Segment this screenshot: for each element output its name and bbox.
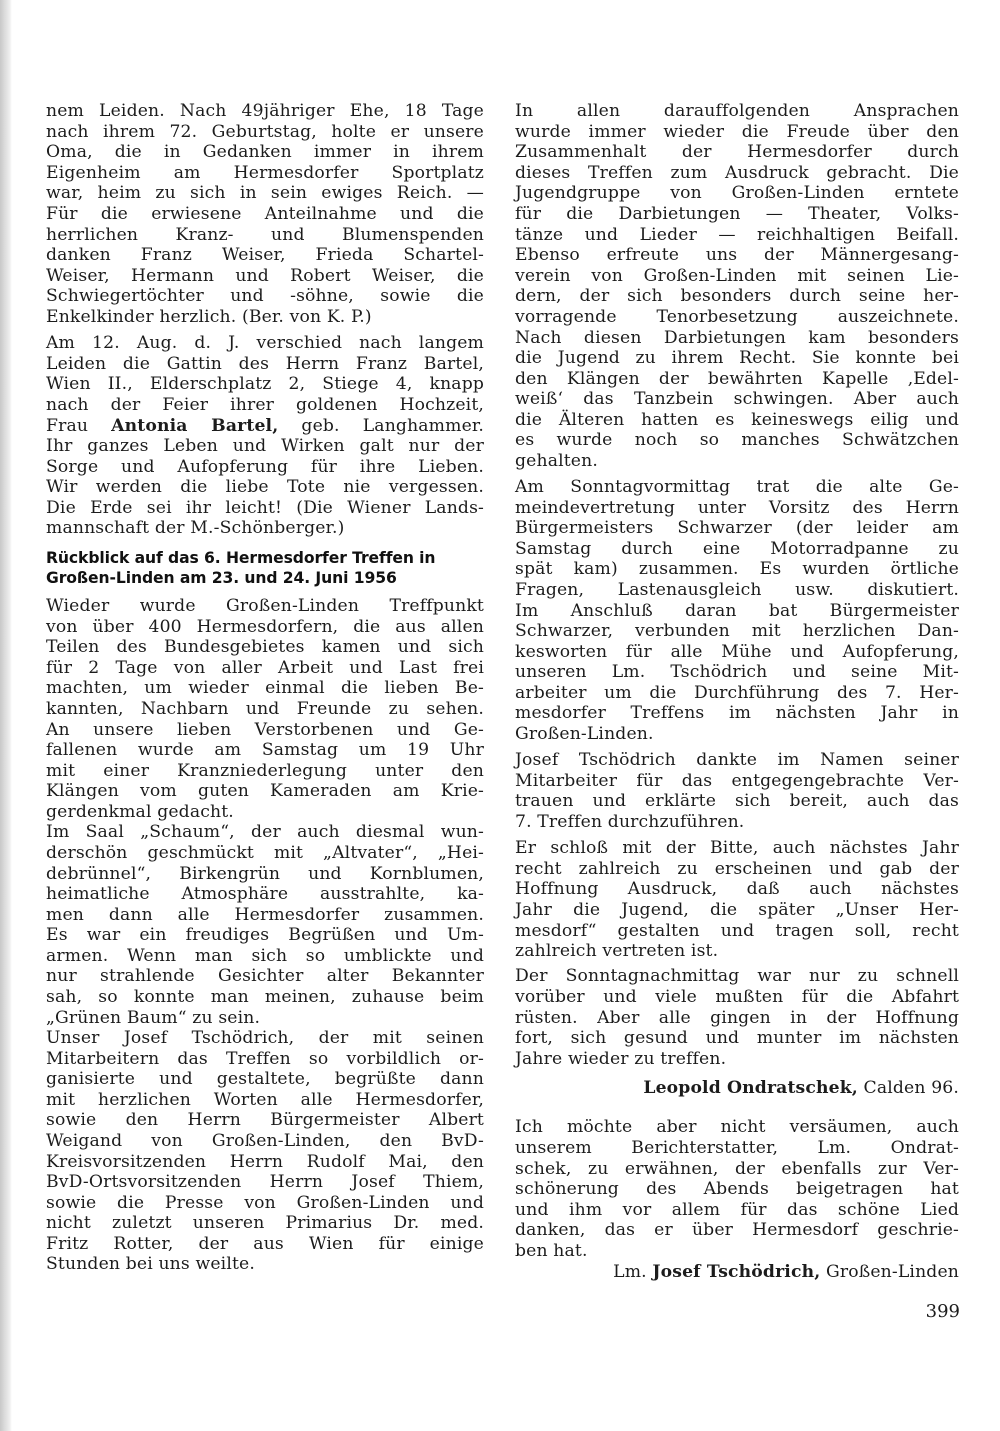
text-line: nem Leiden. Nach 49jähriger Ehe, 18 Tage xyxy=(46,101,484,121)
text-line: In allen darauffolgenden Ansprachen xyxy=(515,101,959,121)
text-line: Sorge und Aufopferung für ihre Lieben. xyxy=(46,457,484,477)
author-place: Calden 96. xyxy=(857,1078,959,1098)
text-line: sowie die Presse von Großen-Linden und xyxy=(46,1193,484,1213)
text-line: Die Erde sei ihr leicht! (Die Wiener Lands- xyxy=(46,498,484,518)
text-line: Er schloß mit der Bitte, auch nächstes Jahr xyxy=(515,838,959,858)
text-line: Fragen, Lastenausgleich usw. diskutiert. xyxy=(515,580,959,600)
text-line: Jahre wieder zu treffen. xyxy=(515,1049,727,1069)
text-line: weiß‘ das Tanzbein schwingen. Aber auch xyxy=(515,389,959,409)
text-line: BvD-Ortsvorsitzenden Herrn Josef Thiem, xyxy=(46,1172,484,1192)
text-line: Oma, die in Gedanken immer in ihrem xyxy=(46,142,484,162)
text-line: Wien II., Elderschplatz 2, Stiege 4, knapp xyxy=(46,374,484,394)
text-line: kesworten für alle Mühe und Aufopferung, xyxy=(515,642,959,662)
text-line: meindevertretung unter Vorsitz des Herrn xyxy=(515,498,959,518)
text-line: Stunden bei uns weilte. xyxy=(46,1254,255,1274)
text-line: nicht zuletzt unseren Primarius Dr. med. xyxy=(46,1213,484,1233)
scan-edge-shadow xyxy=(0,0,12,1431)
text-line xyxy=(46,416,484,437)
text-line: Für die erwiesene Anteilnahme und die xyxy=(46,204,484,224)
text-line: machten, um wieder einmal die lieben Be- xyxy=(46,678,484,698)
text-line: wurde immer wieder die Freude über den xyxy=(515,122,959,142)
text-line: und ihm vor allem für das schöne Lied xyxy=(515,1200,959,1220)
text-line: Ebenso erfreute uns der Männergesang- xyxy=(515,245,959,265)
text-line: Großen-Linden. xyxy=(515,724,654,744)
text-line: Bürgermeisters Schwarzer (der leider am xyxy=(515,518,959,538)
text-line: nur strahlende Gesichter alter Bekannter xyxy=(46,966,484,986)
text-line: Hoffnung Ausdruck, daß auch nächstes xyxy=(515,879,959,899)
author-prefix: Lm. xyxy=(613,1262,653,1282)
text-line: Enkelkinder herzlich. (Ber. von K. P.) xyxy=(46,307,372,327)
author-signature xyxy=(515,1078,959,1099)
text-line: derschön geschmückt mit „Altvater“, „Hei- xyxy=(46,843,484,863)
text-line: unseren Lm. Tschödrich und seine Mit- xyxy=(515,662,959,682)
text-line: gehalten. xyxy=(515,451,598,471)
text-line: Schwiegertöchter und -söhne, sowie die xyxy=(46,286,484,306)
text-line: verein von Großen-Linden mit seinen Lie- xyxy=(515,266,959,286)
text-line: Klängen vom guten Kameraden am Krie- xyxy=(46,781,484,801)
text-line: die Jugend zu ihrem Recht. Sie konnte bei xyxy=(515,348,959,368)
text-line: die Älteren hatten es keineswegs eilig und xyxy=(515,410,959,430)
text-line: recht zahlreich zu erscheinen und gab der xyxy=(515,859,959,879)
text-fragment: Frau xyxy=(46,416,112,436)
text-line: Wieder wurde Großen-Linden Treffpunkt xyxy=(46,596,484,616)
text-line: mesdorf“ gestalten und tragen soll, recht xyxy=(515,921,959,941)
text-line: rüsten. Aber alle gingen in der Hoffnung xyxy=(515,1008,959,1028)
text-line: mesdorfer Treffens im nächsten Jahr in xyxy=(515,703,959,723)
text-line: für 2 Tage von aller Arbeit und Last frei xyxy=(46,658,484,678)
text-line: Samstag durch eine Motorradpanne zu xyxy=(515,539,959,559)
text-line: fallenen wurde am Samstag um 19 Uhr xyxy=(46,740,484,760)
text-line: An unsere lieben Verstorbenen und Ge- xyxy=(46,720,484,740)
text-line: mit einer Kranzniederlegung unter den xyxy=(46,761,484,781)
text-line: sah, so konnte man meinen, zuhause beim xyxy=(46,987,484,1007)
text-line: Ich möchte aber nicht versäumen, auch xyxy=(515,1117,959,1137)
text-line: trauen und erklärte sich bereit, auch das xyxy=(515,791,959,811)
text-line: Im Saal „Schaum“, der auch diesmal wun- xyxy=(46,822,484,842)
text-line: Mitarbeitern das Treffen so vorbildlich or- xyxy=(46,1049,484,1069)
text-line: Mitarbeiter für das entgegengebrachte Ver- xyxy=(515,771,959,791)
text-line: vorragende Tenorbesetzung auszeichnete. xyxy=(515,307,959,327)
text-line: Leiden die Gattin des Herrn Franz Bartel, xyxy=(46,354,484,374)
text-line: fort, sich gesund und munter im nächsten xyxy=(515,1028,959,1048)
heading-line: Rückblick auf das 6. Hermesdorfer Treffen in xyxy=(46,549,436,567)
text-line: Unser Josef Tschödrich, der mit seinen xyxy=(46,1028,484,1048)
text-line: Wir werden die liebe Tote nie vergessen. xyxy=(46,477,484,497)
text-line: Der Sonntagnachmittag war nur zu schnell xyxy=(515,966,959,986)
text-line: danken, das er über Hermesdorf geschrie- xyxy=(515,1220,959,1240)
text-line: zahlreich vertreten ist. xyxy=(515,941,719,961)
text-line: Weiser, Hermann und Robert Weiser, die xyxy=(46,266,484,286)
text-line: Kreisvorsitzenden Herrn Rudolf Mai, den xyxy=(46,1152,484,1172)
text-line: Jahr die Jugend, die später „Unser Her- xyxy=(515,900,959,920)
text-line: Josef Tschödrich dankte im Namen seiner xyxy=(515,750,959,770)
text-line: debrünnel“, Birkengrün und Kornblumen, xyxy=(46,864,484,884)
text-line: den Klängen der bewährten Kapelle ‚Edel- xyxy=(515,369,959,389)
text-line: Eigenheim am Hermesdorfer Sportplatz xyxy=(46,163,484,183)
text-line: vorüber und viele mußten für die Abfahrt xyxy=(515,987,959,1007)
text-line: Am Sonntagvormittag trat die alte Ge- xyxy=(515,477,959,497)
text-fragment: geb. Langhammer. xyxy=(278,416,484,436)
text-line: kannten, Nachbarn und Freunde zu sehen. xyxy=(46,699,484,719)
author-signature xyxy=(515,1262,959,1283)
author-place: Großen-Linden xyxy=(820,1262,959,1282)
text-line: Weigand von Großen-Linden, den BvD- xyxy=(46,1131,484,1151)
text-line: Teilen des Bundesgebietes kamen und sich xyxy=(46,637,484,657)
text-line: Fritz Rotter, der aus Wien für einige xyxy=(46,1234,484,1254)
text-line: schek, zu erwähnen, der ebenfalls zur Ver- xyxy=(515,1159,959,1179)
text-line: Ihr ganzes Leben und Wirken galt nur der xyxy=(46,436,484,456)
text-line: tänze und Lieder — reichhaltigen Beifall. xyxy=(515,225,959,245)
text-line: Nach diesen Darbietungen kam besonders xyxy=(515,328,959,348)
text-line: schönerung des Abends beigetragen hat xyxy=(515,1179,959,1199)
text-line: Am 12. Aug. d. J. verschied nach langem xyxy=(46,333,484,353)
text-line: gerdenkmal gedacht. xyxy=(46,802,234,822)
text-line: nach der Feier ihrer goldenen Hochzeit, xyxy=(46,395,484,415)
text-line: nach ihrem 72. Geburtstag, holte er unsere xyxy=(46,122,484,142)
text-line: Im Anschluß daran bat Bürgermeister xyxy=(515,601,959,621)
text-line: spät kam) zusammen. Es wurden örtliche xyxy=(515,559,959,579)
text-line: es wurde noch so manches Schwätzchen xyxy=(515,430,959,450)
text-line: Schwarzer, verbunden mit herzlichen Dan- xyxy=(515,621,959,641)
author-name: Josef Tschödrich, xyxy=(652,1262,821,1282)
text-line: ben hat. xyxy=(515,1241,588,1261)
text-line: „Grünen Baum“ zu sein. xyxy=(46,1008,261,1028)
text-line: heimatliche Atmosphäre ausstrahlte, ka- xyxy=(46,884,484,904)
text-line: für die Darbietungen — Theater, Volks- xyxy=(515,204,959,224)
text-line: dern, der sich besonders durch seine her- xyxy=(515,286,959,306)
text-line: dieses Treffen zum Ausdruck gebracht. Die xyxy=(515,163,959,183)
text-line: mannschaft der M.-Schönberger.) xyxy=(46,518,345,538)
text-line: herrlichen Kranz- und Blumenspenden xyxy=(46,225,484,245)
text-line: sowie den Herrn Bürgermeister Albert xyxy=(46,1110,484,1130)
text-line: von über 400 Hermesdorfern, die aus allen xyxy=(46,617,484,637)
text-line: men dann alle Hermesdorfer zusammen. xyxy=(46,905,484,925)
text-line: unserem Berichterstatter, Lm. Ondrat- xyxy=(515,1138,959,1158)
page-number: 399 xyxy=(925,1301,960,1322)
heading-line: Großen-Linden am 23. und 24. Juni 1956 xyxy=(46,569,397,587)
author-name: Leopold Ondratschek, xyxy=(643,1078,858,1098)
text-line: war, heim zu sich in sein ewiges Reich. — xyxy=(46,183,484,203)
text-line: danken Franz Weiser, Frieda Schartel- xyxy=(46,245,484,265)
text-line: Zusammenhalt der Hermesdorfer durch xyxy=(515,142,959,162)
text-line: arbeiter um die Durchführung des 7. Her- xyxy=(515,683,959,703)
text-line: Es war ein freudiges Begrüßen und Um- xyxy=(46,925,484,945)
deceased-name: Antonia Bartel, xyxy=(111,416,279,436)
text-line: 7. Treffen durchzuführen. xyxy=(515,812,745,832)
text-line: armen. Wenn man sich so umblickte und xyxy=(46,946,484,966)
text-line: Jugendgruppe von Großen-Linden erntete xyxy=(515,183,959,203)
text-line: mit herzlichen Worten alle Hermesdorfer, xyxy=(46,1090,484,1110)
text-line: ganisierte und gestaltete, begrüßte dann xyxy=(46,1069,484,1089)
